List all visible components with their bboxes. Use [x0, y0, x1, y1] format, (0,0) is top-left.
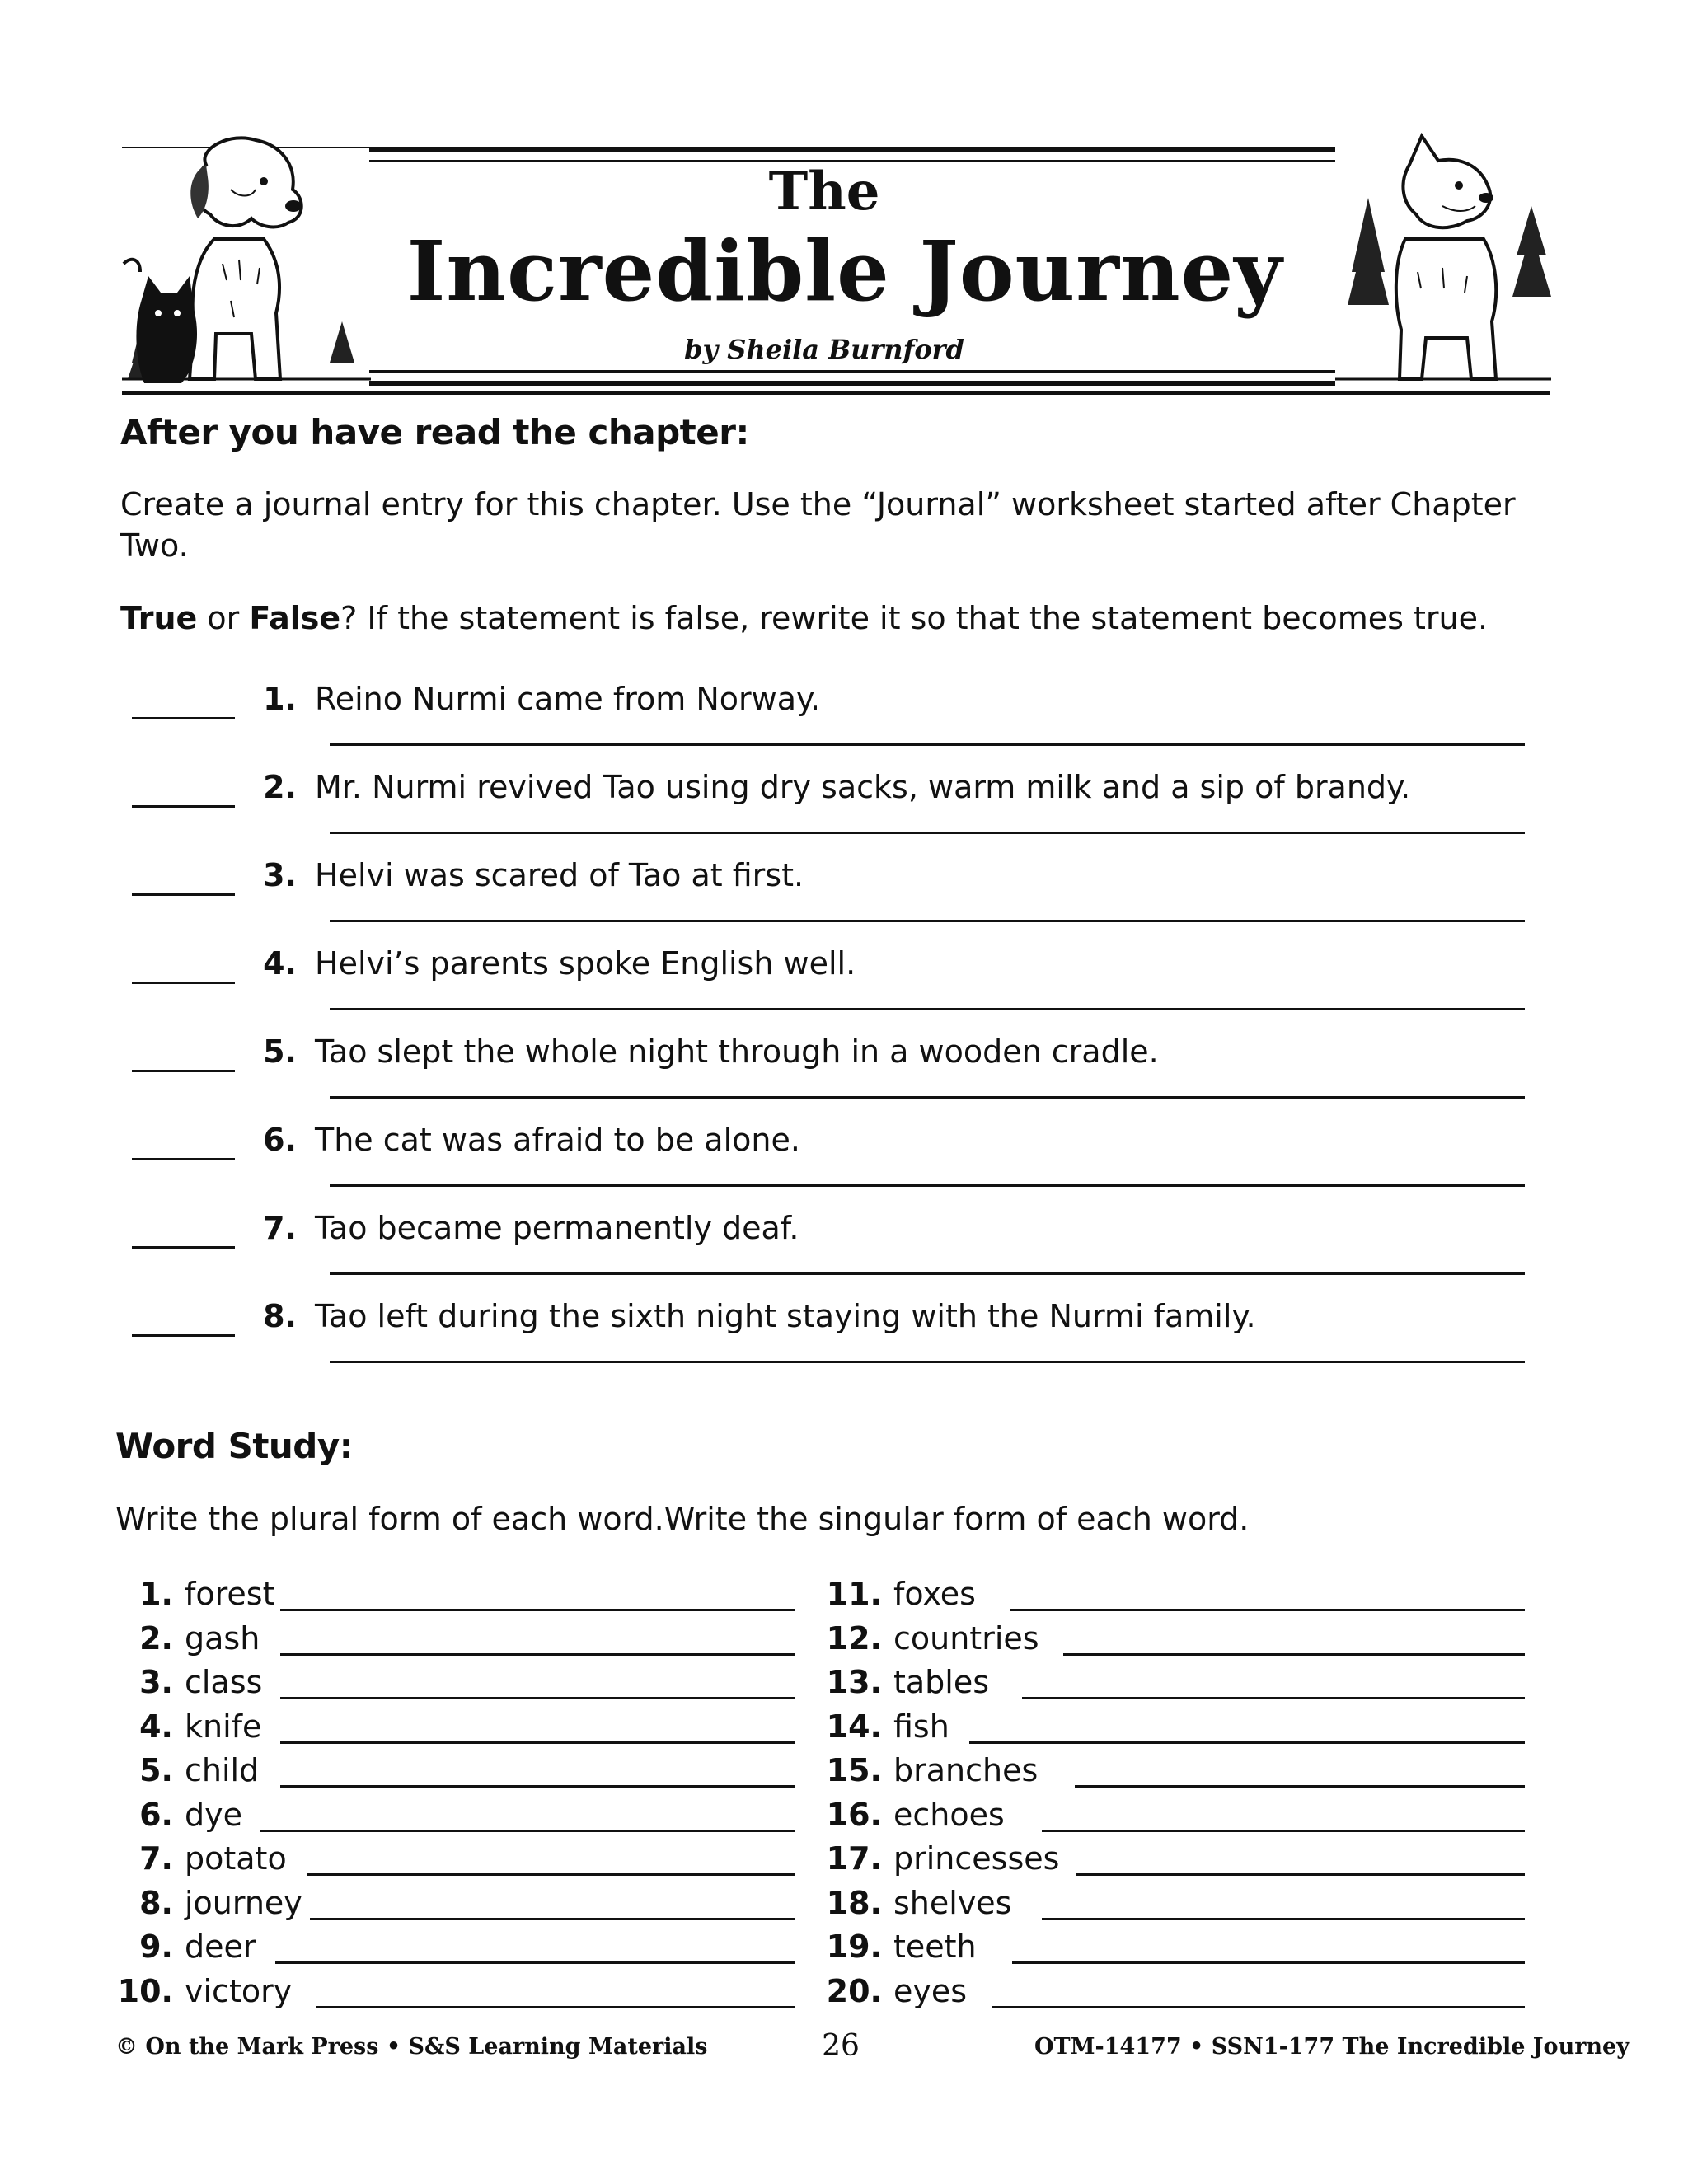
answer-blank[interactable] [132, 1070, 235, 1072]
answer-line[interactable] [1063, 1653, 1525, 1656]
word: tables [893, 1664, 992, 1700]
answer-line[interactable] [280, 1741, 795, 1744]
word: princesses [893, 1840, 1062, 1877]
word: gash [185, 1620, 263, 1657]
terrier-dog-illustration [1335, 115, 1558, 387]
footer-copyright: © On the Mark Press • S&S Learning Materials [115, 2034, 708, 2060]
answer-line[interactable] [969, 1741, 1525, 1744]
word-study-item [115, 1840, 799, 1882]
word-study-item [824, 1664, 1533, 1705]
item-number: 4. [263, 945, 297, 982]
word-study-item [115, 1620, 799, 1661]
after-reading-heading: After you have read the chapter: [120, 412, 749, 452]
true-false-item [132, 1298, 1550, 1380]
word-number: 8. [139, 1885, 173, 1921]
word: dye [185, 1797, 246, 1833]
answer-blank[interactable] [132, 1334, 235, 1337]
true-false-instruction-rest: ? If the statement is false, rewrite it so that the statement becomes true. [340, 600, 1489, 636]
statement-text: Tao slept the whole night through in a wooden cradle. [315, 1033, 1159, 1070]
item-number: 7. [263, 1210, 297, 1246]
journal-instruction: Create a journal entry for this chapter. Use the “Journal” worksheet started after Chapter Two. [120, 486, 1516, 564]
word-number: 19. [826, 1929, 882, 1965]
answer-line[interactable] [1076, 1873, 1525, 1876]
banner-bottom-rule [122, 391, 1550, 395]
statement-text: Tao became permanently deaf. [315, 1210, 799, 1246]
word-study-item [115, 1752, 799, 1793]
word-study-item [824, 1840, 1533, 1882]
answer-blank[interactable] [132, 805, 235, 808]
answer-line[interactable] [307, 1873, 795, 1876]
word-study-item [115, 1973, 799, 2014]
answer-line[interactable] [1010, 1609, 1525, 1611]
word-number: 11. [826, 1576, 882, 1612]
word-number: 17. [826, 1840, 882, 1877]
word-number: 7. [139, 1840, 173, 1877]
rewrite-line[interactable] [330, 1361, 1525, 1363]
rewrite-line[interactable] [330, 1184, 1525, 1187]
word-study-item [115, 1708, 799, 1750]
answer-line[interactable] [280, 1697, 795, 1699]
word-number: 2. [139, 1620, 173, 1657]
word: branches [893, 1752, 1041, 1788]
item-number: 8. [263, 1298, 297, 1334]
answer-line[interactable] [1075, 1785, 1525, 1788]
word-study-item [115, 1797, 799, 1838]
answer-blank[interactable] [132, 717, 235, 719]
rewrite-line[interactable] [330, 1008, 1525, 1010]
word: shelves [893, 1885, 1015, 1921]
word-study-item [824, 1620, 1533, 1661]
word-number: 15. [826, 1752, 882, 1788]
answer-line[interactable] [310, 1918, 795, 1920]
word: forest [185, 1576, 279, 1612]
word-study-item [824, 1885, 1533, 1926]
word: deer [185, 1929, 260, 1965]
word-study-item [115, 1885, 799, 1926]
statement-text: Helvi was scared of Tao at first. [315, 857, 804, 893]
true-false-item [132, 1122, 1550, 1204]
word-number: 6. [139, 1797, 173, 1833]
word-study-item [824, 1929, 1533, 1970]
word: fish [893, 1708, 953, 1745]
answer-line[interactable] [280, 1785, 795, 1788]
word-study-item [824, 1576, 1533, 1617]
item-number: 5. [263, 1033, 297, 1070]
word-number: 14. [826, 1708, 882, 1745]
word-number: 5. [139, 1752, 173, 1788]
word-number: 18. [826, 1885, 882, 1921]
word-study-item [824, 1797, 1533, 1838]
true-false-item [132, 1210, 1550, 1292]
word-study-item [824, 1708, 1533, 1750]
item-number: 3. [263, 857, 297, 893]
word-number: 1. [139, 1576, 173, 1612]
dog-and-cat-illustration [107, 115, 379, 387]
or-label: or [207, 600, 240, 636]
word: foxes [893, 1576, 979, 1612]
word-study-item [824, 1973, 1533, 2014]
word-study-item [115, 1664, 799, 1705]
book-title: Incredible Journey [406, 223, 1283, 320]
statement-text: Tao left during the sixth night staying with the Nurmi family. [315, 1298, 1256, 1334]
answer-line[interactable] [280, 1609, 795, 1611]
rewrite-line[interactable] [330, 743, 1525, 746]
word: journey [185, 1885, 306, 1921]
word-number: 10. [117, 1973, 173, 2009]
word: class [185, 1664, 265, 1700]
rewrite-line[interactable] [330, 832, 1525, 834]
answer-blank[interactable] [132, 1158, 235, 1160]
answer-line[interactable] [275, 1961, 795, 1964]
rewrite-line[interactable] [330, 1272, 1525, 1275]
word-number: 9. [139, 1929, 173, 1965]
word-study-heading: Word Study: [115, 1426, 354, 1466]
true-false-item [132, 1033, 1550, 1116]
true-false-item [132, 857, 1550, 940]
title-prefix: The [768, 161, 880, 223]
word: countries [893, 1620, 1043, 1657]
word: echoes [893, 1797, 1008, 1833]
word: knife [185, 1708, 265, 1745]
word: teeth [893, 1929, 980, 1965]
answer-line[interactable] [316, 2006, 795, 2008]
word: child [185, 1752, 262, 1788]
answer-line[interactable] [1042, 1830, 1525, 1832]
book-author: by Sheila Burnford [684, 334, 964, 365]
statement-text: Reino Nurmi came from Norway. [315, 681, 821, 717]
word: victory [185, 1973, 295, 2009]
answer-line[interactable] [280, 1653, 795, 1656]
word-number: 4. [139, 1708, 173, 1745]
item-number: 6. [263, 1122, 297, 1158]
word-number: 12. [826, 1620, 882, 1657]
false-label: False [249, 600, 341, 636]
word-study-item [824, 1752, 1533, 1793]
word-number: 16. [826, 1797, 882, 1833]
word-study-instruction: Write the plural form of each word.Write the singular form of each word. [115, 1501, 1250, 1537]
true-false-item [132, 769, 1550, 851]
page-number: 26 [822, 2029, 860, 2063]
answer-line[interactable] [992, 2006, 1525, 2008]
answer-blank[interactable] [132, 982, 235, 984]
answer-line[interactable] [1012, 1961, 1525, 1964]
footer-product-code: OTM-14177 • SSN1-177 The Incredible Journey [1034, 2034, 1629, 2060]
statement-text: Helvi’s parents spoke English well. [315, 945, 856, 982]
word-study-item [115, 1576, 799, 1617]
item-number: 1. [263, 681, 297, 717]
true-false-item [132, 681, 1550, 763]
word-number: 13. [826, 1664, 882, 1700]
item-number: 2. [263, 769, 297, 805]
true-false-item [132, 945, 1550, 1028]
statement-text: Mr. Nurmi revived Tao using dry sacks, warm milk and a sip of brandy. [315, 769, 1411, 805]
rewrite-line[interactable] [330, 1096, 1525, 1099]
answer-line[interactable] [260, 1830, 795, 1832]
word: eyes [893, 1973, 970, 2009]
word-study-item [115, 1929, 799, 1970]
answer-line[interactable] [1042, 1918, 1525, 1920]
true-false-instruction [120, 598, 1546, 639]
answer-blank[interactable] [132, 1246, 235, 1249]
answer-line[interactable] [1022, 1697, 1525, 1699]
answer-blank[interactable] [132, 893, 235, 896]
true-label: True [120, 600, 198, 636]
statement-text: The cat was afraid to be alone. [315, 1122, 800, 1158]
rewrite-line[interactable] [330, 920, 1525, 922]
word: potato [185, 1840, 290, 1877]
word-number: 3. [139, 1664, 173, 1700]
word-number: 20. [826, 1973, 882, 2009]
